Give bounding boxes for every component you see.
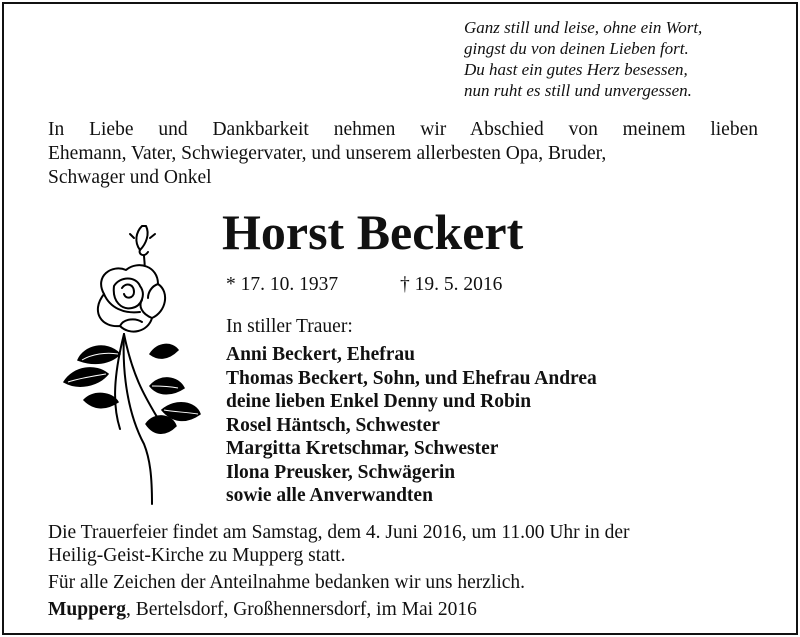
service-line: Heilig-Geist-Kirche zu Mupperg statt.	[48, 545, 346, 566]
deceased-name: Horst Beckert	[222, 204, 524, 260]
poem-line: Ganz still und leise, ohne ein Wort,	[464, 18, 703, 37]
mourner-entry: Anni Beckert, Ehefrau	[226, 344, 416, 365]
mourner-entry: Rosel Häntsch, Schwester	[226, 414, 440, 436]
rose-icon	[54, 214, 204, 514]
service-line: Die Trauerfeier findet am Samstag, dem 4. Juni 2016, um 11.00 Uhr in der	[48, 522, 630, 543]
mourners-list	[226, 343, 597, 508]
poem-line: Du hast ein gutes Herz besessen,	[464, 60, 688, 79]
intro-text	[48, 118, 758, 190]
poem-line: nun ruht es still und unvergessen.	[464, 81, 692, 100]
mourner-entry: deine lieben Enkel Denny und Robin	[226, 391, 532, 412]
mourner-entry: Margitta Kretschmar, Schwester	[226, 438, 499, 459]
birth-date: * 17. 10. 1937	[226, 274, 339, 295]
intro-line: Schwager und Onkel	[48, 167, 212, 188]
place-town: Mupperg	[48, 599, 126, 620]
intro-line: Ehemann, Vater, Schwiegervater, und unserem allerbesten Opa, Bruder,	[48, 143, 607, 164]
poem	[464, 17, 784, 101]
mourning-label: In stiller Trauer:	[226, 316, 353, 337]
mourner-entry: Ilona Preusker, Schwägerin	[226, 461, 456, 483]
intro-line: In Liebe und Dankbarkeit nehmen wir Abschied von meinem lieben	[48, 119, 758, 140]
mourner-entry: Thomas Beckert, Sohn, und Ehefrau Andrea	[226, 367, 597, 389]
place-and-date	[48, 598, 477, 621]
poem-line: gingst du von deinen Lieben fort.	[464, 39, 689, 58]
obituary-card	[2, 2, 798, 635]
funeral-service-notice	[48, 521, 768, 567]
mourner-entry: sowie alle Anverwandten	[226, 485, 433, 506]
death-date: † 19. 5. 2016	[400, 274, 503, 295]
thanks-note: Für alle Zeichen der Anteilnahme bedanken wir uns herzlich.	[48, 572, 526, 593]
place-rest: , Bertelsdorf, Großhennersdorf, im Mai 2016	[126, 599, 477, 620]
life-dates	[226, 272, 503, 298]
